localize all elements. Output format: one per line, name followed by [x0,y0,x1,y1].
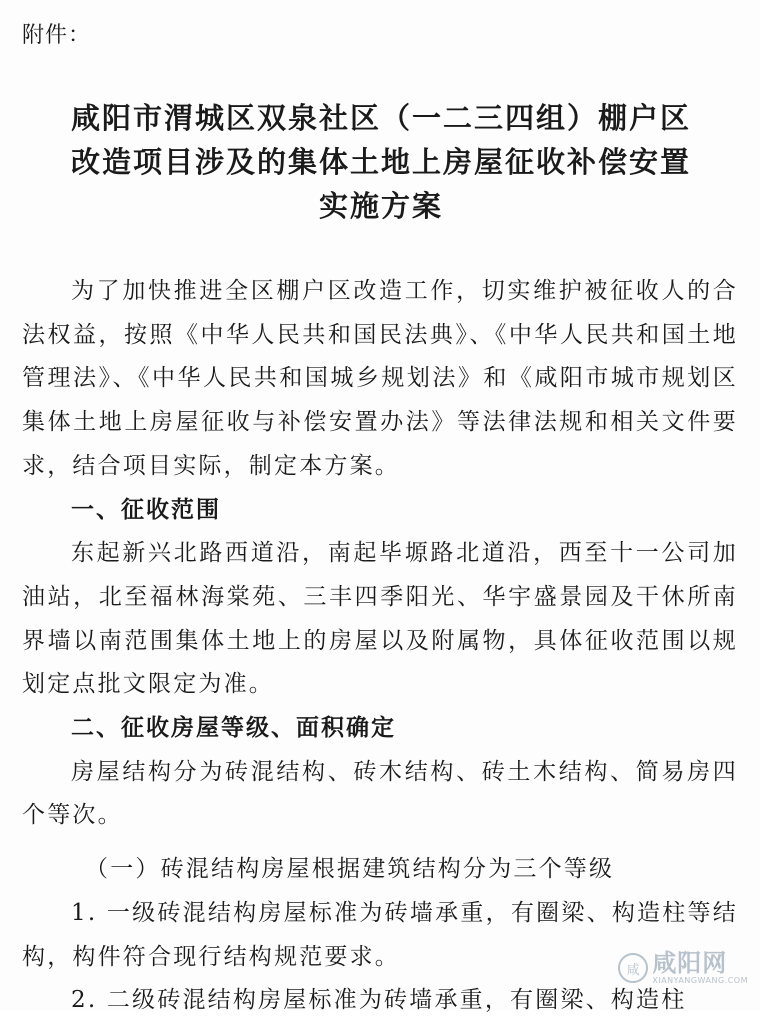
scope-paragraph: 东起新兴北路西道沿，南起毕塬路北道沿，西至十一公司加油站，北至福林海棠苑、三丰四季阳光、华宇盛景园及干休所南界墙以南范围集体土地上的房屋以及附属物，具体征收范围以规划定点批文限定为准。 [22,540,738,698]
watermark-text: 咸阳网 [652,949,728,977]
list-item-grade-2: 2. 二级砖混结构房屋标准为砖墙承重，有圈梁、构造柱 [71,987,687,1014]
title-line-3: 实施方案 [318,189,443,223]
document-body [22,270,738,1023]
watermark-logo-icon: 咸 [618,953,648,983]
intro-paragraph: 为了加快推进全区棚户区改造工作，切实维护被征收人的合法权益，按照《中华人民共和国民法典》、《中华人民共和国土地管理法》、《中华人民共和国城乡规划法》和《咸阳市城市规划区集体土地上房屋征收与补偿安置办法》等法律法规和相关文件要求，结合项目实际，制定本方案。 [22,278,738,479]
attachment-label: 附件： [22,23,92,48]
section-heading-grade: 二、征收房屋等级、面积确定 [71,715,396,742]
subsection-heading-brick-concrete: （一）砖混结构房屋根据建筑结构分为三个等级 [85,856,615,883]
grade-paragraph: 房屋结构分为砖混结构、砖木结构、砖土木结构、简易房四个等次。 [22,758,738,829]
watermark-url: XIANYANGWANG.COM [652,976,748,985]
section-heading-scope: 一、征收范围 [71,496,221,523]
site-watermark [618,951,748,985]
title-line-1: 咸阳市渭城区双泉社区（一二三四组）棚户区 [70,101,691,135]
list-item-grade-1: 1. 一级砖混结构房屋标准为砖墙承重，有圈梁、构造柱等结构，构件符合现行结构规范要求。 [22,899,738,970]
title-line-2: 改造项目涉及的集体土地上房屋征收补偿安置 [70,145,691,179]
document-title [20,96,742,228]
